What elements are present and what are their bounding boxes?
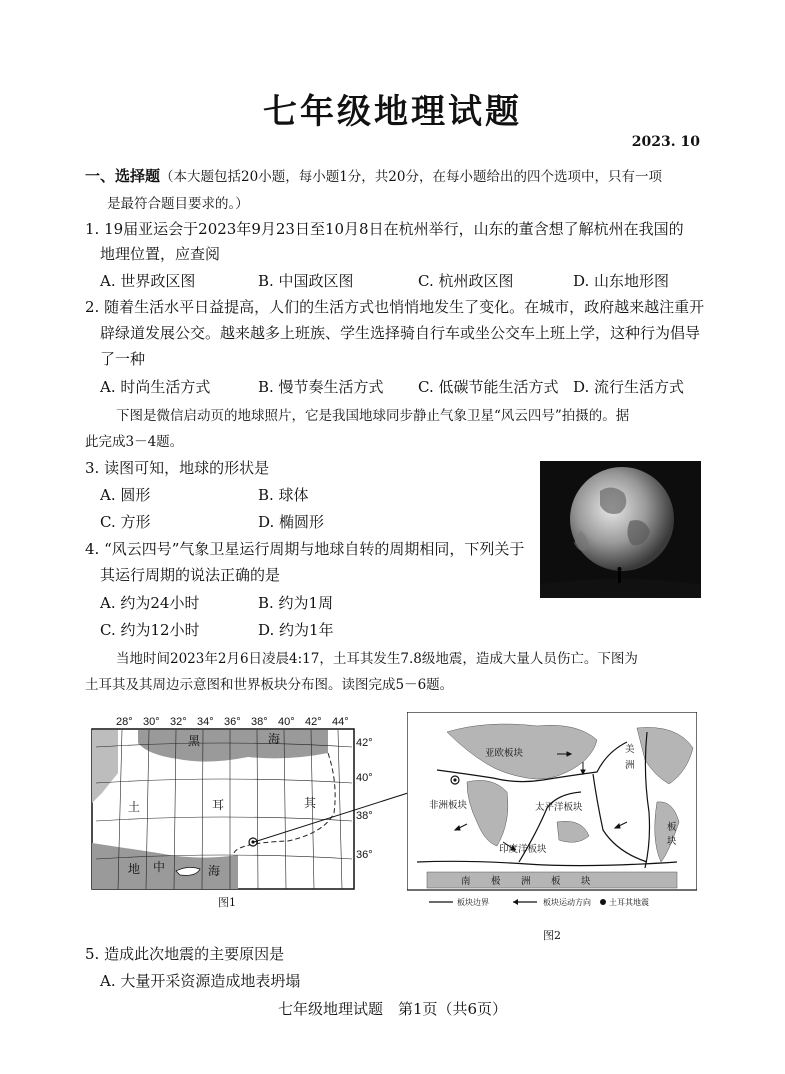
q5-text: 5. 造成此次地震的主要原因是	[85, 945, 285, 963]
lon-label: 32°	[170, 716, 187, 728]
section1-note-b: 是最符合题目要求的。）	[107, 196, 249, 212]
figure-2-plate-map	[407, 712, 697, 909]
legend-quake: 土耳其地震	[609, 898, 649, 907]
intro-5-6-a: 当地时间2023年2月6日凌晨4:17，土耳其发生7.8级地震，造成大量人员伤亡。下图为	[116, 651, 638, 667]
q1-option-b[interactable]: B. 中国政区图	[258, 272, 354, 290]
exam-date: 2023. 10	[631, 134, 700, 150]
q2-text-c: 了一种	[100, 350, 146, 368]
page-footer: 七年级地理试题 第1页（共6页）	[277, 1000, 508, 1018]
med-sea-label: 地	[128, 862, 141, 876]
turkey-label: 耳	[212, 798, 225, 812]
q2-text-b: 辟绿道发展公交。越来越多上班族、学生选择骑自行车或坐公交车上班上学，这种行为倡导	[100, 324, 701, 342]
antarctic-label: 南	[461, 876, 471, 887]
med-sea-label: 中	[153, 860, 166, 874]
lon-label: 30°	[143, 716, 160, 728]
antarctic-label: 极	[491, 876, 501, 887]
section1-title: 一、选择题	[85, 167, 161, 185]
earth-photo-graphic	[540, 461, 701, 598]
q4-text-b: 其运行周期的说法正确的是	[100, 566, 281, 584]
lat-label: 38°	[356, 810, 373, 822]
figure-2-caption: 图2	[543, 929, 561, 942]
q4-option-a[interactable]: A. 约为24小时	[100, 594, 200, 612]
lon-label: 38°	[251, 716, 268, 728]
plate-label: 美	[625, 744, 635, 755]
intro-5-6-b: 土耳其及其周边示意图和世界板块分布图。读图完成5－6题。	[85, 677, 454, 693]
plate-label: 非洲板块	[429, 800, 468, 811]
lon-label: 28°	[116, 716, 133, 728]
section1-note-a: （本大题包括20小题，每小题1分，共20分，在每小题给出的四个选项中，只有一项	[160, 169, 662, 185]
q2-text-a: 2. 随着生活水平日益提高，人们的生活方式也悄悄地发生了变化。在城市，政府越来越注重开	[85, 298, 705, 316]
q3-option-a[interactable]: A. 圆形	[100, 486, 151, 504]
lon-label: 34°	[197, 716, 214, 728]
q4-text-a: 4. “风云四号”气象卫星运行周期与地球自转的周期相同，下列关于	[85, 540, 525, 558]
antarctic-label: 板	[551, 876, 561, 887]
antarctic-label: 块	[581, 876, 591, 887]
legend-motion: 板块运动方向	[543, 898, 591, 907]
q1-text-a: 1. 19届亚运会于2023年9月23日至10月8日在杭州举行，山东的董含想了解杭州在我国的	[85, 220, 684, 238]
plate-label: 洲	[625, 760, 635, 771]
turkey-label: 土	[128, 800, 141, 814]
legend-boundary: 板块边界	[457, 898, 489, 907]
q3-option-b[interactable]: B. 球体	[258, 486, 309, 504]
lon-label: 36°	[224, 716, 241, 728]
lon-label: 44°	[332, 716, 349, 728]
earth-photo	[540, 461, 701, 598]
lat-label: 42°	[356, 737, 373, 749]
black-sea-label: 黑	[188, 734, 201, 748]
q1-option-d[interactable]: D. 山东地形图	[573, 272, 670, 290]
q3-option-d[interactable]: D. 椭圆形	[258, 513, 325, 531]
lon-label: 42°	[305, 716, 322, 728]
q2-option-b[interactable]: B. 慢节奏生活方式	[258, 378, 384, 396]
lon-label: 40°	[278, 716, 295, 728]
antarctic-label: 洲	[521, 876, 531, 887]
plate-label: 太平洋板块	[535, 802, 583, 813]
figure-1-caption: 图1	[218, 896, 236, 909]
turkey-label: 其	[304, 796, 317, 810]
plate-label: 块	[667, 836, 677, 847]
q1-text-b: 地理位置，应查阅	[100, 245, 221, 263]
black-sea-label: 海	[268, 732, 281, 746]
q2-option-a[interactable]: A. 时尚生活方式	[100, 378, 211, 396]
q3-text: 3. 读图可知，地球的形状是	[85, 459, 270, 477]
med-sea-label: 海	[208, 864, 221, 878]
plate-label: 板	[667, 822, 677, 833]
q5-option-a[interactable]: A. 大量开采资源造成地表坍塌	[100, 972, 301, 990]
q2-option-d[interactable]: D. 流行生活方式	[573, 378, 685, 396]
q4-option-c[interactable]: C. 约为12小时	[100, 621, 200, 639]
q1-option-a[interactable]: A. 世界政区图	[100, 272, 196, 290]
section1-heading	[85, 165, 662, 186]
page-title: 七年级地理试题	[263, 92, 522, 132]
plate-label: 亚欧板块	[485, 748, 524, 759]
intro-3-4-b: 此完成3－4题。	[85, 434, 184, 450]
q2-option-c[interactable]: C. 低碳节能生活方式	[418, 378, 559, 396]
plate-label: 印度洋板块	[499, 844, 547, 855]
q4-option-d[interactable]: D. 约为1年	[258, 621, 334, 639]
q3-option-c[interactable]: C. 方形	[100, 513, 151, 531]
q4-option-b[interactable]: B. 约为1周	[258, 594, 334, 612]
lat-label: 40°	[356, 772, 373, 784]
lat-label: 36°	[356, 849, 373, 861]
q1-option-c[interactable]: C. 杭州政区图	[418, 272, 514, 290]
intro-3-4-a: 下图是微信启动页的地球照片，它是我国地球同步静止气象卫星“风云四号”拍摄的。据	[116, 408, 630, 424]
